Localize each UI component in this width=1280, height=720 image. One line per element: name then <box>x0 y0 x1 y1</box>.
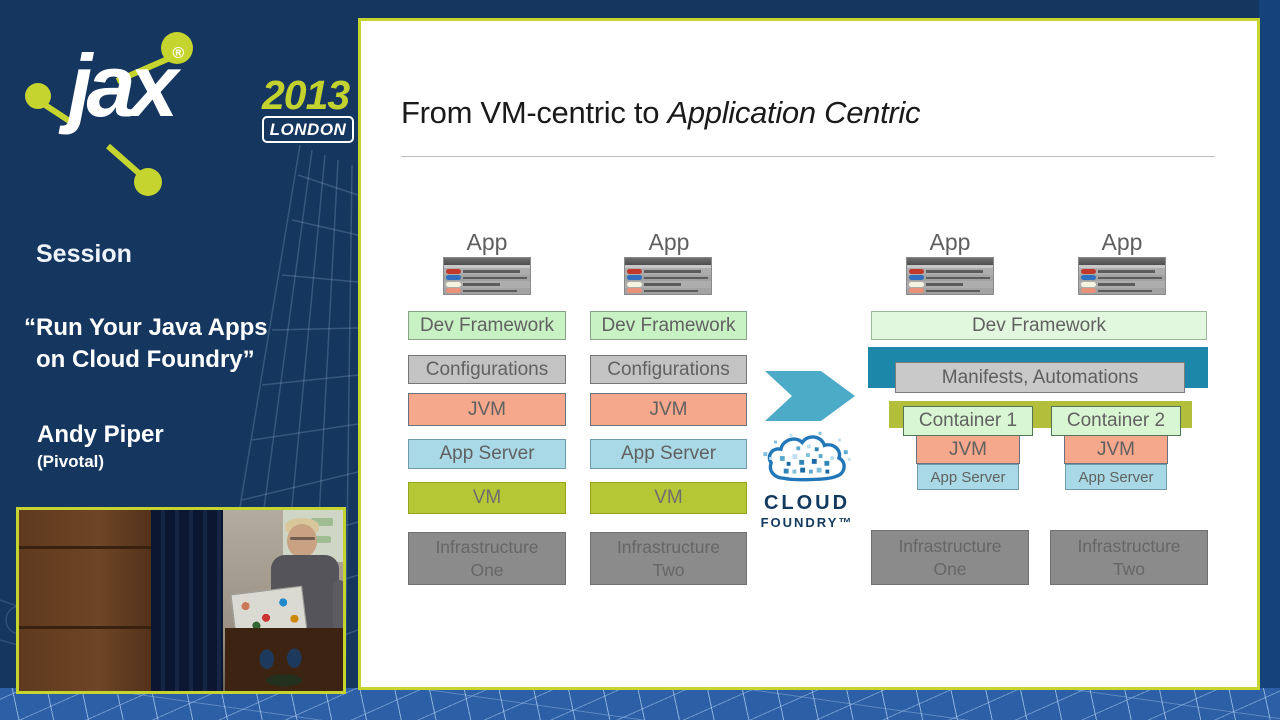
infrastructure-box <box>1050 530 1208 585</box>
podium <box>225 628 343 691</box>
row-pill-icon <box>446 275 461 280</box>
cloud-foundry-cloud-icon <box>759 427 855 489</box>
configurations-box: Configurations <box>408 355 566 384</box>
container-box: Container 1 <box>903 406 1033 436</box>
infrastructure-box <box>590 532 747 585</box>
app-window-row <box>444 288 530 295</box>
infrastructure-line: Infrastructure <box>435 536 539 557</box>
row-text-line <box>644 283 681 286</box>
configurations-box: Configurations <box>590 355 747 384</box>
row-text-line <box>463 277 527 280</box>
registered-mark: ® <box>172 45 185 62</box>
app-server-box: App Server <box>408 439 566 469</box>
app-label: App <box>466 229 508 255</box>
row-text-line <box>1098 290 1152 293</box>
wood-wall <box>19 510 151 691</box>
app-screenshot-icon <box>906 257 994 295</box>
dev-framework-box: Dev Framework <box>590 311 747 340</box>
row-pill-icon <box>1081 288 1096 293</box>
infrastructure-line: Infrastructure <box>898 535 1002 556</box>
presentation-slide <box>358 18 1260 690</box>
vm-box: VM <box>408 482 566 514</box>
title-divider <box>401 156 1215 157</box>
logo-year: 2013 <box>262 72 350 118</box>
jax-logo <box>12 14 358 184</box>
app-screenshot-icon <box>1078 257 1166 295</box>
infrastructure-line: Two <box>1112 558 1146 579</box>
app-label: App <box>929 229 971 255</box>
talk-title <box>24 312 268 376</box>
transition-arrow-icon <box>765 371 855 421</box>
row-pill-icon <box>1081 269 1096 274</box>
infrastructure-line: Infrastructure <box>1077 535 1181 556</box>
row-text-line <box>644 277 708 280</box>
infrastructure-box <box>871 530 1029 585</box>
logo-city-badge: LONDON <box>262 116 354 143</box>
speaker-head <box>287 524 317 558</box>
screen-text-smudge <box>315 536 331 543</box>
app-server-box: App Server <box>1065 464 1167 490</box>
cloud-foundry-wordmark: CLOUD <box>763 492 851 514</box>
speaker-name: Andy Piper <box>37 421 164 448</box>
row-pill-icon <box>627 288 642 293</box>
app-server-box: App Server <box>917 464 1019 490</box>
speaker-affiliation: (Pivotal) <box>37 452 105 471</box>
row-pill-icon <box>1081 275 1096 280</box>
app-server-box: App Server <box>590 439 747 469</box>
row-pill-icon <box>1081 282 1096 287</box>
stage-curtain <box>151 510 223 691</box>
app-screenshot-icon <box>624 257 712 295</box>
cloud-foundry-wordmark2: FOUNDRY™ <box>760 515 854 530</box>
video-frame <box>19 510 343 691</box>
row-pill-icon <box>446 288 461 293</box>
row-pill-icon <box>627 269 642 274</box>
row-pill-icon <box>909 275 924 280</box>
logo-brand-text: jax® <box>68 36 185 135</box>
sidebar <box>0 0 358 688</box>
row-pill-icon <box>446 282 461 287</box>
row-text-line <box>644 270 701 273</box>
row-pill-icon <box>909 288 924 293</box>
speaker-video-thumbnail <box>16 507 346 694</box>
row-text-line <box>926 283 963 286</box>
row-pill-icon <box>446 269 461 274</box>
infrastructure-line: Infrastructure <box>616 536 721 557</box>
app-window-titlebar <box>907 258 993 265</box>
app-window-row <box>907 288 993 295</box>
talk-title-line2: on Cloud Foundry” <box>36 345 255 373</box>
jvm-box: JVM <box>916 435 1020 464</box>
slide-title: From VM-centric to Application Centric <box>401 95 921 130</box>
wood-seam <box>19 546 151 549</box>
app-window-titlebar <box>1079 258 1165 265</box>
app-window-titlebar <box>625 258 711 265</box>
session-label: Session <box>36 240 132 268</box>
vm-box: VM <box>590 482 747 514</box>
speaker-glasses <box>290 537 315 540</box>
podium-poster <box>241 638 327 691</box>
row-text-line <box>926 290 980 293</box>
row-text-line <box>926 277 990 280</box>
row-text-line <box>463 283 500 286</box>
infrastructure-box <box>408 532 566 585</box>
background-right-strip <box>1259 0 1280 690</box>
row-text-line <box>463 290 517 293</box>
row-pill-icon <box>627 282 642 287</box>
row-pill-icon <box>627 275 642 280</box>
app-label: App <box>648 229 690 255</box>
wood-seam <box>19 626 151 629</box>
infrastructure-line: One <box>933 558 967 579</box>
row-text-line <box>926 270 983 273</box>
app-window-titlebar <box>444 258 530 265</box>
row-text-line <box>463 270 520 273</box>
manifests-automations-box: Manifests, Automations <box>895 362 1185 393</box>
dev-framework-box: Dev Framework <box>408 311 566 340</box>
row-text-line <box>1098 270 1155 273</box>
app-label: App <box>1101 229 1143 255</box>
row-text-line <box>1098 277 1162 280</box>
app-screenshot-icon <box>443 257 531 295</box>
infrastructure-line: Two <box>652 559 685 580</box>
talk-title-line1: “Run Your Java Apps <box>24 314 268 341</box>
cloud-foundry-logo <box>759 427 855 530</box>
slide-title-emphasis: Application Centric <box>667 95 921 130</box>
row-text-line <box>644 290 698 293</box>
row-pill-icon <box>909 282 924 287</box>
container-box: Container 2 <box>1051 406 1181 436</box>
row-pill-icon <box>909 269 924 274</box>
jvm-box: JVM <box>590 393 747 426</box>
dev-framework-wide-box: Dev Framework <box>871 311 1207 340</box>
jvm-box: JVM <box>1064 435 1168 464</box>
infrastructure-line: One <box>470 559 504 580</box>
app-window-row <box>1079 288 1165 295</box>
app-window-row <box>625 288 711 295</box>
jvm-box: JVM <box>408 393 566 426</box>
row-text-line <box>1098 283 1135 286</box>
